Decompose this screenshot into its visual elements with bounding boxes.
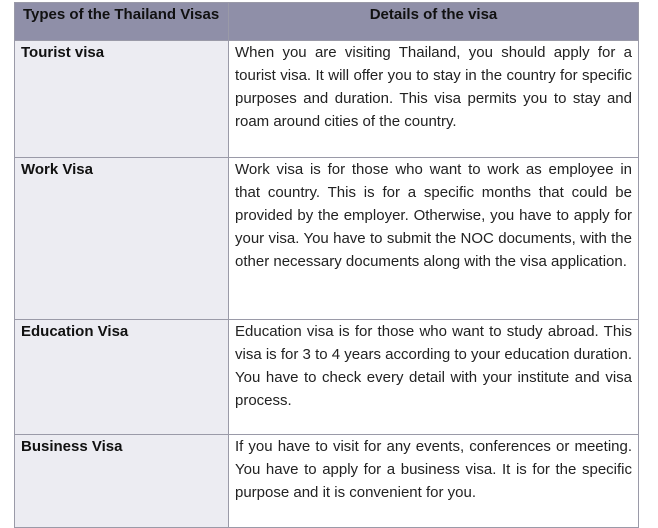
visa-type-cell: Tourist visa [15, 41, 229, 158]
visa-type-cell: Work Visa [15, 158, 229, 320]
visa-details-cell: Work visa is for those who want to work as employee in that country. This is for a specific months that could be provided by the employer. Otherwise, you have to apply for your visa. You have to submit the NOC documents, with the other necessary documents along with the visa application. [229, 158, 639, 320]
table-body [15, 41, 639, 528]
table-row-education-visa [15, 320, 639, 435]
visa-details-cell: If you have to visit for any events, conferences or meeting. You have to apply for a business visa. It is for the specific purpose and it is convenient for you. [229, 435, 639, 528]
table-row-tourist-visa [15, 41, 639, 158]
visa-type-cell: Business Visa [15, 435, 229, 528]
visa-type-cell: Education Visa [15, 320, 229, 435]
table-row-work-visa [15, 158, 639, 320]
table-header [15, 3, 639, 41]
table-row-business-visa [15, 435, 639, 528]
visa-details-cell: Education visa is for those who want to study abroad. This visa is for 3 to 4 years according to your education duration. You have to check every detail with your institute and visa process. [229, 320, 639, 435]
visa-details-cell: When you are visiting Thailand, you should apply for a tourist visa. It will offer you to stay in the country for specific purposes and duration. This visa permits you to stay and roam around cities of the country. [229, 41, 639, 158]
header-row [15, 3, 639, 41]
header-visa-details: Details of the visa [229, 3, 639, 41]
visa-types-table [14, 2, 639, 528]
header-visa-types: Types of the Thailand Visas [15, 3, 229, 41]
